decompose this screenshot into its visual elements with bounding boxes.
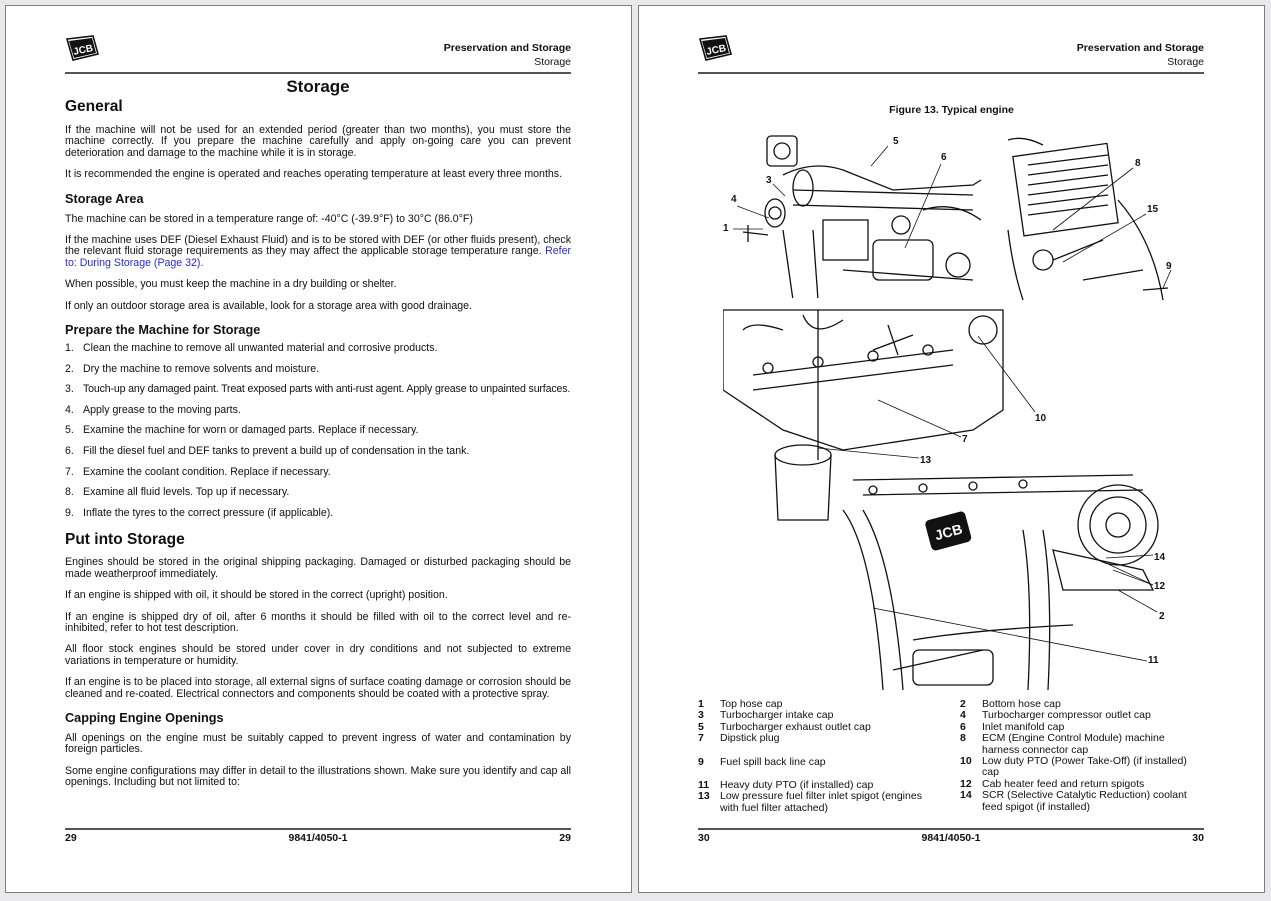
general-paragraph-2: It is recommended the engine is operated and reaches operating temperature at least every three months. [65, 168, 563, 181]
general-paragraph-1: If the machine will not be used for an extended period (greater than two months), you must store the machine correctly. If you prepare the machine carefully and apply on-going care you can prevent deterioration and damage to the machine while it is in storage. [65, 124, 571, 159]
document-number: 9841/4050-1 [288, 832, 348, 844]
legend-item: 3 Turbocharger intake cap [698, 709, 834, 722]
jcb-logo-icon [65, 35, 99, 61]
page-29 [5, 5, 632, 893]
engine-side-panel [723, 310, 1003, 520]
heading-capping: Capping Engine Openings [65, 711, 224, 726]
running-header [444, 41, 571, 69]
callout-10: 10 [1035, 413, 1047, 424]
svg-text:JCB: JCB [932, 520, 965, 544]
callout-3: 3 [766, 175, 772, 186]
put-into-storage-paragraph: If an engine is shipped dry of oil, after 6 months it should be filled with oil to the correct level and re-inhibited, refer to hot test description. [65, 610, 571, 635]
refer-to-during-storage-link[interactable]: Refer to: During Storage (Page 32). [65, 245, 571, 269]
page-content [65, 76, 571, 789]
callout-leaders [733, 146, 1171, 661]
callout-8: 8 [1135, 158, 1141, 169]
callout-5: 5 [893, 136, 899, 147]
list-item: 3. Touch-up any damaged paint. Treat exposed parts with anti-rust agent. Apply grease to unpainted surfaces. [65, 383, 571, 396]
prepare-steps-list [65, 343, 571, 528]
legend-item: 1 Top hose cap [698, 698, 783, 710]
header-rule [698, 72, 1204, 74]
header-section: Preservation and Storage [443, 42, 571, 54]
svg-text:JCB: JCB [705, 43, 728, 58]
callout-9: 9 [1166, 261, 1172, 272]
figure-title: Figure 13. Typical engine [889, 104, 1014, 116]
storage-area-dry-building: When possible, you must keep the machine in a dry building or shelter. [65, 278, 397, 291]
page-footer [698, 832, 1204, 844]
running-header [1077, 41, 1204, 69]
footer-rule [65, 828, 571, 830]
legend-column-left [698, 699, 942, 814]
engine-front-panel [843, 475, 1183, 694]
legend-item: 14 SCR (Selective Catalytic Reduction) coolant feed spigot (if installed) [960, 789, 1187, 813]
figure-legend [698, 699, 1204, 814]
jcb-logo-icon [698, 35, 732, 61]
legend-item: 6 Inlet manifold cap [960, 720, 1065, 733]
list-item: 5. Examine the machine for worn or damaged parts. Replace if necessary. [65, 424, 419, 437]
header-subsection: Storage [534, 56, 571, 68]
storage-area-outdoor: If only an outdoor storage area is available, look for a storage area with good drainage. [65, 299, 472, 312]
list-item: 6. Fill the diesel fuel and DEF tanks to prevent a build up of condensation in the tank. [65, 445, 470, 458]
ecm-panel [1008, 138, 1168, 300]
capping-paragraph: All openings on the engine must be suitably capped to prevent ingress of water and contamination by foreign particles. [65, 732, 571, 756]
callout-11: 11 [1148, 655, 1159, 666]
callout-1: 1 [723, 223, 729, 234]
callout-6: 6 [941, 152, 947, 163]
storage-area-def-paragraph: If the machine uses DEF (Diesel Exhaust Fluid) and is to be stored with DEF (or other fluids present), check the relevant fluid storage requirements as they may affect the applicable storage temperature range. Refer to: During Storage (Page 32). [65, 234, 571, 269]
page-footer [65, 832, 571, 844]
storage-area-temperature: The machine can be stored in a temperature range of: -40°C (-39.9°F) to 30°C (86.0°F) [65, 212, 473, 225]
put-into-storage-paragraph: If an engine is shipped with oil, it should be stored in the correct (upright) position. [65, 589, 448, 602]
legend-item: 9 Fuel spill back line cap [698, 755, 826, 768]
callout-7: 7 [962, 434, 968, 445]
document-number: 9841/4050-1 [921, 832, 981, 844]
header-rule [65, 72, 571, 74]
heading-prepare: Prepare the Machine for Storage [65, 323, 261, 338]
callout-14: 14 [1154, 552, 1166, 563]
list-item: 2. Dry the machine to remove solvents and moisture. [65, 362, 320, 375]
callout-2: 2 [1159, 611, 1165, 622]
header-subsection: Storage [1167, 56, 1204, 68]
put-into-storage-paragraph: Engines should be stored in the original shipping packaging. Damaged or disturbed packaging should be made weatherproof immediately. [65, 556, 571, 580]
callout-4: 4 [731, 194, 737, 205]
page-title: Storage [286, 77, 350, 96]
footer-rule [698, 828, 1204, 830]
list-item: 9. Inflate the tyres to the correct pressure (if applicable). [65, 506, 334, 519]
callout-15: 15 [1147, 204, 1159, 215]
put-into-storage-paragraph: All floor stock engines should be stored under cover in dry conditions and not subjected to extreme variations in temperature or humidity. [65, 643, 571, 667]
engine-line-drawing-icon [723, 130, 1183, 694]
engine-figure [723, 130, 1183, 694]
page-number-right: 29 [559, 832, 571, 844]
legend-item: 2 Bottom hose cap [960, 698, 1061, 710]
list-item: 7. Examine the coolant condition. Replace if necessary. [65, 465, 331, 478]
capping-paragraph: Some engine configurations may differ in detail to the illustrations shown. Make sure you identify and cap all openings. Including but not limited to: [65, 764, 571, 789]
legend-item: 4 Turbocharger compressor outlet cap [960, 709, 1151, 722]
header-section: Preservation and Storage [1076, 42, 1204, 54]
list-item: 4. Apply grease to the moving parts. [65, 403, 241, 416]
page-number-left: 29 [65, 832, 77, 844]
page-number-left: 30 [698, 832, 710, 844]
page-30 [638, 5, 1265, 893]
legend-item: 10 Low duty PTO (Power Take-Off) (if installed) cap [960, 755, 1187, 779]
heading-general: General [65, 98, 123, 115]
legend-item: 7 Dipstick plug [698, 732, 780, 745]
legend-item: 12 Cab heater feed and return spigots [960, 777, 1145, 790]
list-item: 8. Examine all fluid levels. Top up if necessary. [65, 486, 290, 499]
legend-column-right [960, 699, 1204, 814]
list-item: 1. Clean the machine to remove all unwanted material and corrosive products. [65, 342, 438, 355]
heading-storage-area: Storage Area [65, 191, 144, 206]
page-number-right: 30 [1192, 832, 1204, 844]
callout-13: 13 [920, 455, 932, 466]
legend-item: 13 Low pressure fuel filter inlet spigot (engines with fuel filter attached) [698, 790, 922, 814]
legend-item: 8 ECM (Engine Control Module) machine harness connector cap [960, 732, 1165, 756]
callout-12: 12 [1154, 581, 1166, 592]
legend-item: 11 Heavy duty PTO (if installed) cap [698, 779, 874, 792]
heading-put-into-storage: Put into Storage [65, 531, 185, 549]
put-into-storage-paragraph: If an engine is to be placed into storage, all external signs of surface coating damage or corrosion should be cleaned and re-coated. Electrical connectors and components should be coated with a protective spray. [65, 676, 571, 700]
svg-text:JCB: JCB [72, 43, 95, 58]
legend-item: 5 Turbocharger exhaust outlet cap [698, 720, 871, 733]
